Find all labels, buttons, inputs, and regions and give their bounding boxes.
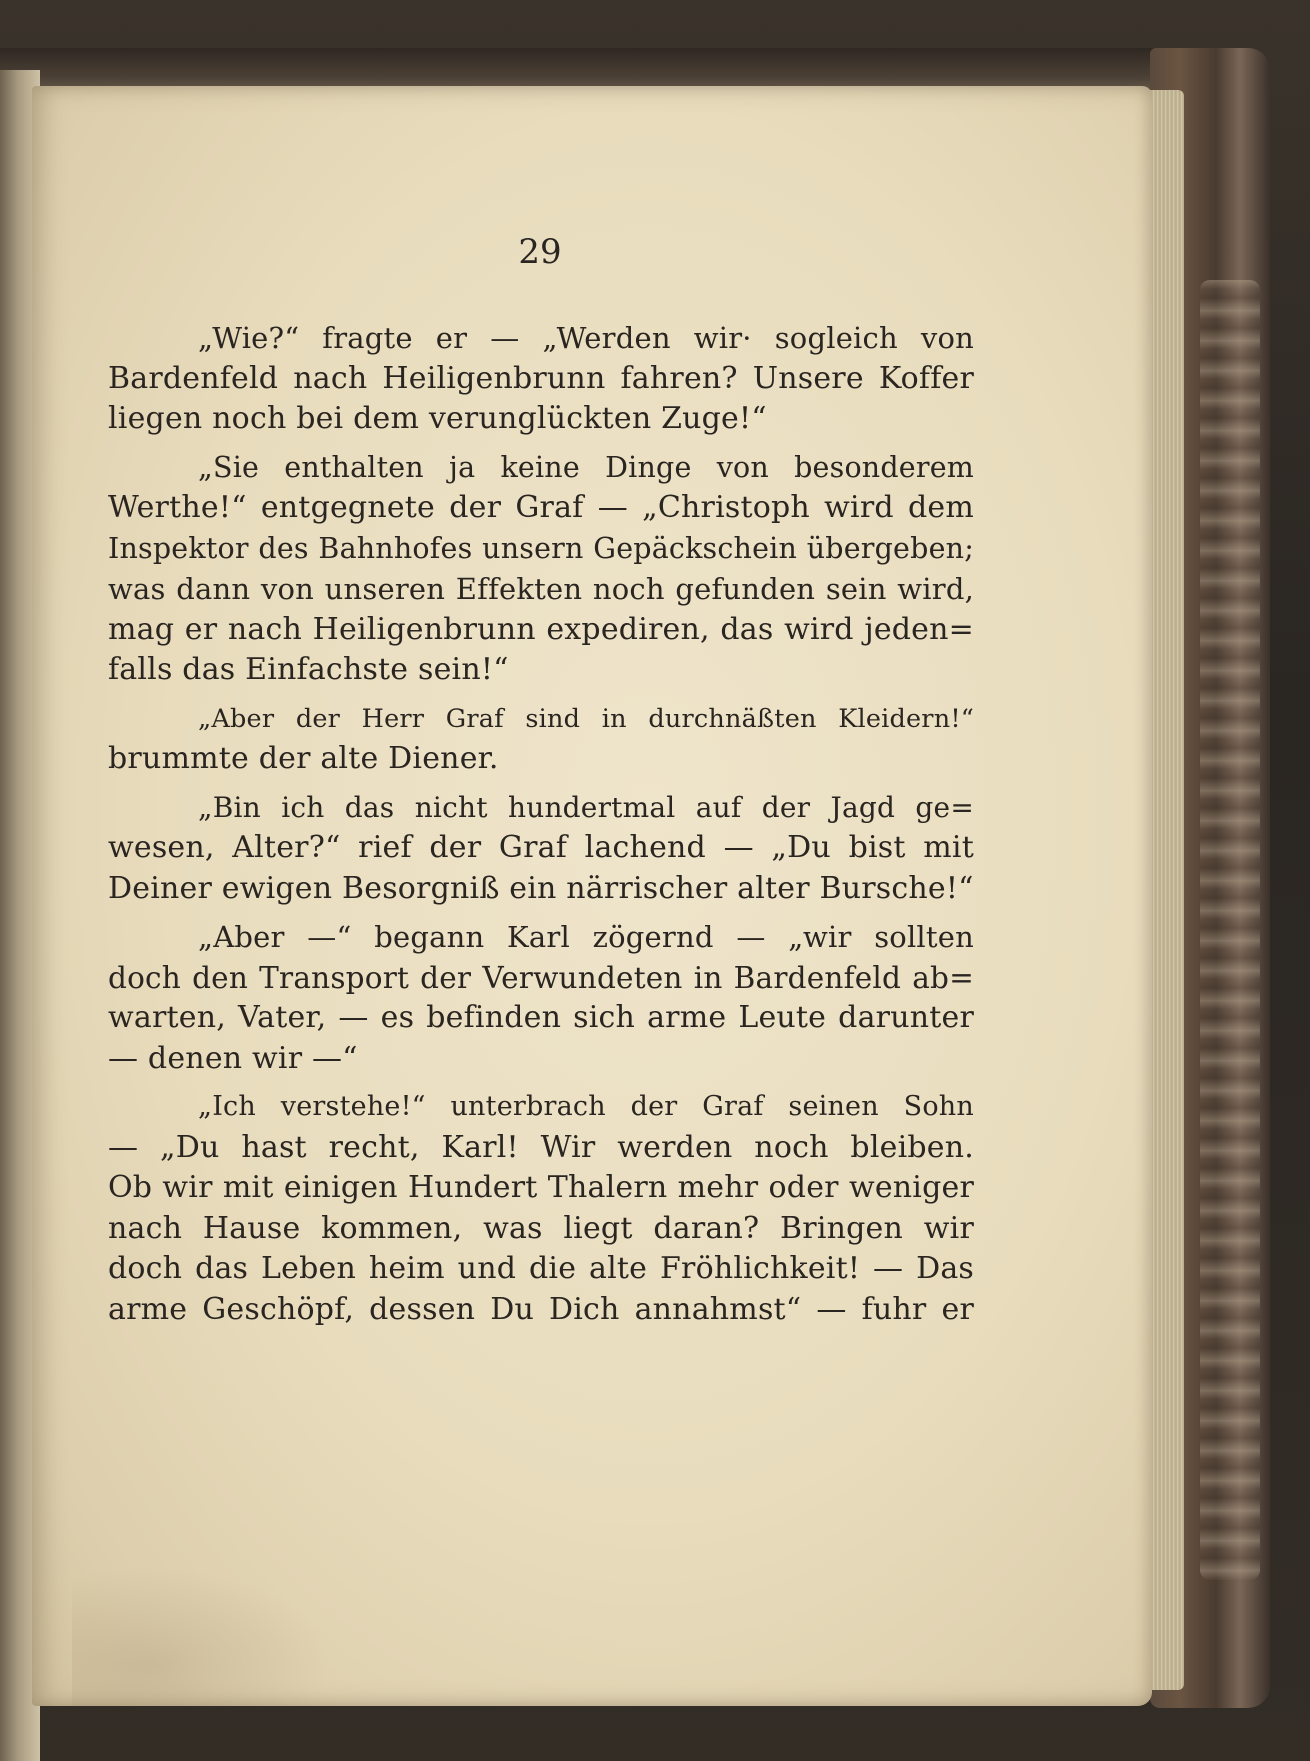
paragraph-2 (108, 448, 974, 691)
text-line: liegen noch bei dem verunglückten Zuge!“ (108, 401, 767, 436)
text-line: Bardenfeld nach Heiligenbrunn fahren? Unsere Koffer (108, 360, 974, 396)
text-line: „Sie enthalten ja keine Dinge von besonderem (198, 450, 974, 484)
text-line: Werthe!“ entgegnete der Graf — „Christoph wird dem (108, 490, 974, 525)
page-stack-edge (1150, 90, 1184, 1690)
book-cover-wear (1200, 280, 1260, 1580)
text-line: — denen wir —“ (108, 1040, 358, 1076)
text-line: „Bin ich das nicht hundertmal auf der Jagd ge= (198, 790, 974, 824)
text-line: arme Geschöpf, dessen Du Dich annahmst“ — fuhr er (108, 1291, 974, 1327)
text-line: Inspektor des Bahnhofes unsern Gepäckschein übergeben; (108, 531, 974, 565)
text-line: nach Hause kommen, was liegt daran? Bringen wir (108, 1210, 974, 1246)
text-line: „Ich verstehe!“ unterbrach der Graf seinen Sohn (198, 1091, 974, 1122)
text-line: Ob wir mit einigen Hundert Thalern mehr oder weniger (108, 1170, 974, 1205)
text-line: „Wie?“ fragte er — „Werden wir· sogleich von (198, 321, 974, 355)
text-line: warten, Vater, — es befinden sich arme Leute darunter (108, 1000, 974, 1035)
paragraph-1 (108, 318, 974, 440)
text-line: — „Du hast recht, Karl! Wir werden noch bleiben. (108, 1129, 974, 1165)
paragraph-4 (108, 788, 974, 910)
text-line: „Aber —“ begann Karl zögernd — „wir sollten (198, 920, 974, 954)
text-line: doch das Leben heim und die alte Fröhlichkeit! — Das (108, 1251, 974, 1286)
text-line: Deiner ewigen Besorgniß ein närrischer alter Bursche!“ (108, 870, 974, 906)
page-number: 29 (518, 232, 562, 272)
page-stain (72, 1566, 332, 1706)
text-line: falls das Einfachste sein!“ (108, 652, 509, 687)
paragraph-3 (108, 699, 974, 780)
text-line: „Aber der Herr Graf sind in durchnäßten Kleidern!“ (198, 703, 974, 734)
text-line: doch den Transport der Verwundeten in Bardenfeld ab= (108, 960, 974, 995)
text-line: wesen, Alter?“ rief der Graf lachend — „Du bist mit (108, 830, 974, 865)
text-line: mag er nach Heiligenbrunn expediren, das wird jeden= (108, 611, 974, 647)
page-body-text (108, 318, 974, 1338)
text-line: brummte der alte Diener. (108, 741, 499, 776)
paragraph-6 (108, 1087, 974, 1330)
text-line: was dann von unseren Effekten noch gefunden sein wird, (108, 572, 974, 606)
paragraph-5 (108, 917, 974, 1079)
